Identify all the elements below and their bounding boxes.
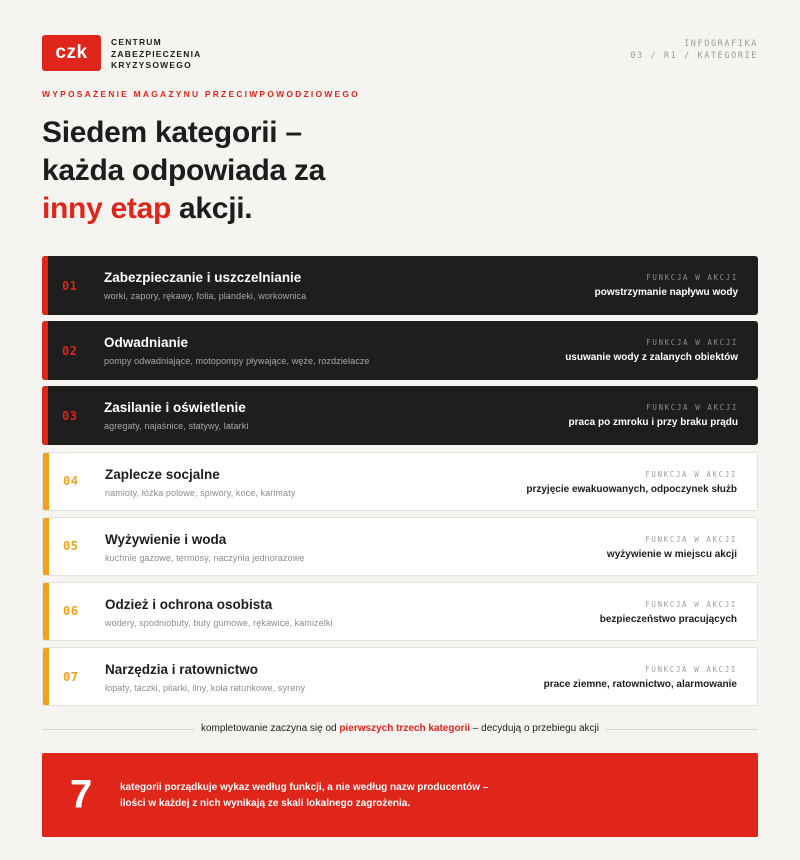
category-items: namioty, łóżka polowe, śpiwory, koce, karimaty (105, 487, 296, 498)
category-items: agregaty, najaśnice, statywy, latarki (104, 421, 249, 432)
meta-type: INFOGRAFIKA (684, 39, 758, 49)
category-items: worki, zapory, rękawy, folia, plandeki, workownica (104, 291, 307, 301)
logo: czk (42, 35, 101, 71)
row-accent-bar (43, 453, 49, 510)
category-row (42, 517, 758, 576)
category-row (42, 386, 758, 445)
footnote (200, 723, 600, 734)
function-value: praca po zmroku i przy braku prądu (568, 417, 738, 429)
category-number: 02 (62, 343, 78, 358)
divider-left (42, 729, 194, 730)
category-items: łopaty, taczki, pilarki, liny, koła ratunkowe, syreny (105, 683, 306, 694)
function-value: wyżywienie w miejscu akcji (606, 548, 737, 560)
summary-banner (42, 753, 758, 837)
category-title: Zasilanie i oświetlenie (104, 400, 246, 416)
org-name-line-3: KRYZYSOWEGO (111, 60, 192, 70)
summary-line-1: kategorii porządkuje wykaz według funkcji, a nie według nazw producentów – (120, 782, 489, 793)
category-number: 07 (63, 669, 79, 684)
category-row (42, 647, 758, 706)
category-row (42, 452, 758, 511)
meta-reference: 03 / R1 / KATEGORIE (630, 51, 758, 61)
document-meta (630, 38, 758, 62)
category-list (42, 256, 758, 712)
summary-line-2: ilości w każdej z nich wynikają ze skali lokalnego zagrożenia. (120, 798, 411, 809)
divider-right (606, 729, 758, 730)
category-title: Odzież i ochrona osobista (105, 596, 273, 612)
category-title: Zabezpieczanie i uszczelnianie (104, 270, 302, 285)
headline-line-1: Siedem kategorii – (42, 116, 302, 149)
function-value: bezpieczeństwo pracujących (599, 613, 737, 625)
category-items: wodery, spodniobuty, buty gumowe, rękawice, kamizelki (105, 617, 333, 628)
category-number: 01 (62, 278, 78, 293)
headline-line-2: każda odpowiada za (42, 154, 325, 187)
category-title: Narzędzia i ratownictwo (105, 662, 259, 678)
category-items: pompy odwadniające, motopompy pływające, węże, rozdzielacze (104, 356, 370, 367)
category-title: Wyżywienie i woda (105, 531, 227, 547)
function-label: FUNKCJA W AKCJI (645, 665, 737, 675)
function-label: FUNKCJA W AKCJI (646, 273, 738, 282)
category-number: 05 (63, 539, 79, 554)
organization-name (111, 37, 201, 72)
category-number: 03 (62, 408, 78, 423)
headline-line-3-rest: akcji. (171, 192, 253, 225)
category-title: Zaplecze socjalne (105, 466, 220, 482)
row-accent-bar (43, 583, 49, 640)
row-accent-bar (43, 518, 49, 575)
category-number: 04 (63, 474, 79, 489)
category-row (42, 582, 758, 641)
row-accent-bar (43, 648, 49, 705)
category-number: 06 (63, 604, 79, 619)
summary-text (120, 780, 488, 812)
function-label: FUNKCJA W AKCJI (646, 338, 738, 348)
function-value: prace ziemne, ratownictwo, alarmowanie (543, 679, 737, 691)
function-value: powstrzymanie napływu wody (594, 287, 738, 298)
category-row (42, 321, 758, 380)
footnote-before: kompletowanie zaczyna się od (200, 723, 340, 734)
function-label: FUNKCJA W AKCJI (646, 403, 738, 413)
function-label: FUNKCJA W AKCJI (645, 469, 737, 479)
headline-line-3 (42, 190, 325, 228)
function-label: FUNKCJA W AKCJI (645, 599, 737, 609)
footnote-after: – decydują o przebiegu akcji (470, 723, 599, 734)
headline-highlight: inny etap (42, 192, 171, 225)
row-accent-bar (42, 256, 48, 315)
function-value: przyjęcie ewakuowanych, odpoczynek służb (526, 483, 737, 495)
org-name-line-1: CENTRUM (111, 37, 162, 47)
category-row (42, 256, 758, 315)
category-title: Odwadnianie (104, 335, 189, 351)
summary-number: 7 (70, 772, 93, 817)
function-label: FUNKCJA W AKCJI (645, 534, 737, 544)
function-value: usuwanie wody z zalanych obiektów (565, 352, 738, 364)
footnote-highlight: pierwszych trzech kategorii (339, 723, 471, 734)
org-name-line-2: ZABEZPIECZENIA (111, 48, 202, 59)
page-headline (42, 114, 325, 228)
row-accent-bar (42, 386, 48, 445)
row-accent-bar (42, 321, 48, 380)
eyebrow-label: WYPOSAŻENIE MAGAZYNU PRZECIWPOWODZIOWEGO (42, 89, 360, 99)
category-items: kuchnie gazowe, termosy, naczynia jednorazowe (105, 552, 305, 563)
